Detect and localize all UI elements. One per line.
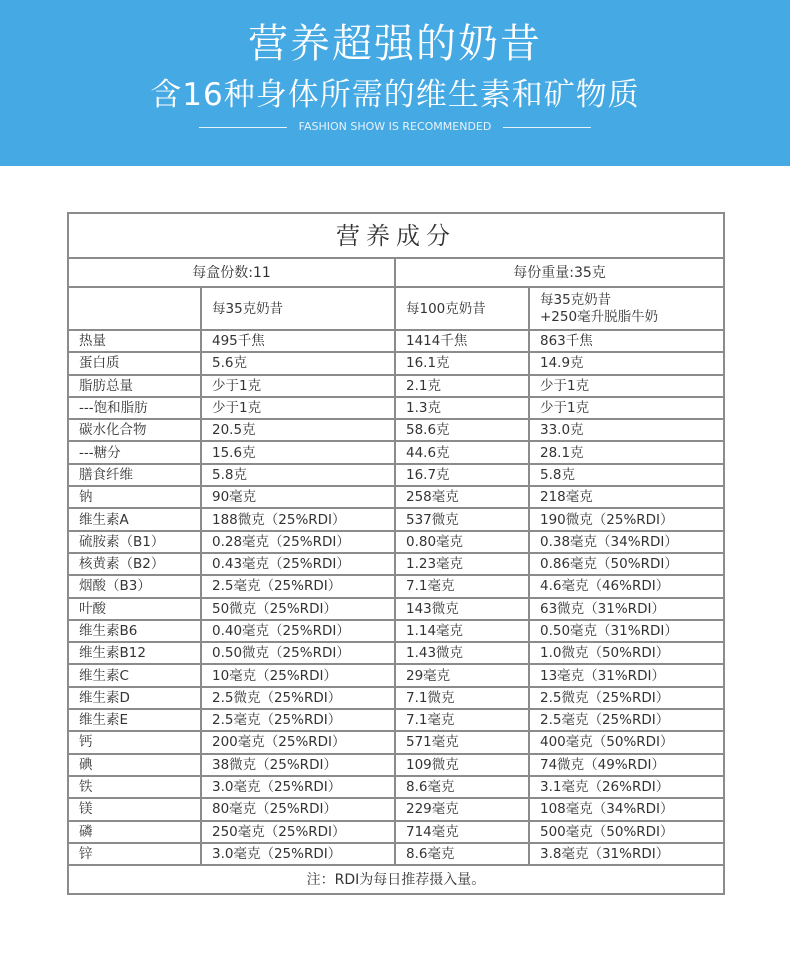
value-per-35g: 250毫克（25%RDI）: [201, 821, 395, 843]
value-per-35g: 188微克（25%RDI）: [201, 508, 395, 530]
value-per-100g: 714毫克: [395, 821, 529, 843]
nutrient-name: 钙: [68, 731, 201, 753]
value-with-milk: 0.86毫克（50%RDI）: [529, 553, 724, 575]
table-row: [68, 375, 724, 397]
value-with-milk: 74微克（49%RDI）: [529, 754, 724, 776]
banner-subtitle: 含16种身体所需的维生素和矿物质: [150, 77, 640, 113]
header-blank: [68, 287, 201, 330]
value-per-100g: 1414千焦: [395, 330, 529, 352]
value-per-100g: 44.6克: [395, 441, 529, 463]
banner-title: 营养超强的奶昔: [248, 21, 542, 67]
value-with-milk: 1.0微克（50%RDI）: [529, 642, 724, 664]
nutrient-name: ---糖分: [68, 441, 201, 463]
value-per-35g: 5.6克: [201, 352, 395, 374]
column-header-with-milk-line1: 每35克奶昔: [540, 291, 612, 308]
nutrient-name: 镁: [68, 798, 201, 820]
table-row: [68, 508, 724, 530]
nutrient-name: 核黄素（B2）: [68, 553, 201, 575]
value-per-35g: 495千焦: [201, 330, 395, 352]
table-row: [68, 352, 724, 374]
divider-line-left: [199, 127, 287, 128]
value-per-100g: 1.43微克: [395, 642, 529, 664]
value-with-milk: 108毫克（34%RDI）: [529, 798, 724, 820]
serving-weight: 每份重量:35克: [395, 258, 724, 287]
table-row: [68, 464, 724, 486]
value-per-100g: 1.3克: [395, 397, 529, 419]
value-with-milk: 500毫克（50%RDI）: [529, 821, 724, 843]
nutrition-table: [67, 212, 725, 895]
value-per-100g: 7.1微克: [395, 687, 529, 709]
nutrition-rows: [68, 330, 724, 865]
value-per-35g: 0.28毫克（25%RDI）: [201, 531, 395, 553]
value-per-35g: 2.5微克（25%RDI）: [201, 687, 395, 709]
value-per-35g: 少于1克: [201, 375, 395, 397]
value-per-100g: 109微克: [395, 754, 529, 776]
value-with-milk: 400毫克（50%RDI）: [529, 731, 724, 753]
table-row: [68, 821, 724, 843]
value-per-100g: 571毫克: [395, 731, 529, 753]
value-per-100g: 1.14毫克: [395, 620, 529, 642]
nutrient-name: 碘: [68, 754, 201, 776]
value-per-35g: 3.0毫克（25%RDI）: [201, 776, 395, 798]
table-row: [68, 843, 724, 865]
nutrient-name: 维生素E: [68, 709, 201, 731]
value-per-100g: 7.1毫克: [395, 575, 529, 597]
nutrient-name: 热量: [68, 330, 201, 352]
table-row: [68, 598, 724, 620]
table-row: [68, 642, 724, 664]
nutrient-name: 膳食纤维: [68, 464, 201, 486]
nutrient-name: 硫胺素（B1）: [68, 531, 201, 553]
value-per-35g: 80毫克（25%RDI）: [201, 798, 395, 820]
value-per-35g: 2.5毫克（25%RDI）: [201, 575, 395, 597]
value-with-milk: 33.0克: [529, 419, 724, 441]
nutrient-name: 钠: [68, 486, 201, 508]
value-with-milk: 2.5微克（25%RDI）: [529, 687, 724, 709]
header-banner: [0, 0, 790, 166]
column-header-per-100g: 每100克奶昔: [395, 287, 529, 330]
value-per-35g: 2.5毫克（25%RDI）: [201, 709, 395, 731]
value-per-35g: 50微克（25%RDI）: [201, 598, 395, 620]
nutrient-name: ---饱和脂肪: [68, 397, 201, 419]
table-row: [68, 687, 724, 709]
divider-line-right: [503, 127, 591, 128]
value-with-milk: 0.50毫克（31%RDI）: [529, 620, 724, 642]
value-per-100g: 229毫克: [395, 798, 529, 820]
table-row: [68, 798, 724, 820]
table-row: [68, 441, 724, 463]
table-row: [68, 553, 724, 575]
nutrient-name: 维生素A: [68, 508, 201, 530]
column-header-per-35g: 每35克奶昔: [201, 287, 395, 330]
value-per-35g: 10毫克（25%RDI）: [201, 664, 395, 686]
value-with-milk: 13毫克（31%RDI）: [529, 664, 724, 686]
value-with-milk: 3.1毫克（26%RDI）: [529, 776, 724, 798]
nutrient-name: 锌: [68, 843, 201, 865]
value-per-100g: 16.7克: [395, 464, 529, 486]
value-per-100g: 8.6毫克: [395, 843, 529, 865]
nutrient-name: 烟酸（B3）: [68, 575, 201, 597]
value-per-100g: 29毫克: [395, 664, 529, 686]
value-with-milk: 4.6毫克（46%RDI）: [529, 575, 724, 597]
nutrient-name: 铁: [68, 776, 201, 798]
value-with-milk: 218毫克: [529, 486, 724, 508]
value-with-milk: 28.1克: [529, 441, 724, 463]
nutrient-name: 碳水化合物: [68, 419, 201, 441]
value-per-35g: 200毫克（25%RDI）: [201, 731, 395, 753]
nutrient-name: 维生素B12: [68, 642, 201, 664]
value-per-35g: 20.5克: [201, 419, 395, 441]
table-row: [68, 575, 724, 597]
value-with-milk: 863千焦: [529, 330, 724, 352]
banner-tagline-row: [0, 118, 790, 136]
value-with-milk: 3.8毫克（31%RDI）: [529, 843, 724, 865]
value-with-milk: 5.8克: [529, 464, 724, 486]
nutrient-name: 维生素B6: [68, 620, 201, 642]
value-per-35g: 15.6克: [201, 441, 395, 463]
value-per-100g: 143微克: [395, 598, 529, 620]
value-per-100g: 258毫克: [395, 486, 529, 508]
value-per-35g: 0.43毫克（25%RDI）: [201, 553, 395, 575]
value-with-milk: 少于1克: [529, 375, 724, 397]
value-per-35g: 3.0毫克（25%RDI）: [201, 843, 395, 865]
value-per-100g: 0.80毫克: [395, 531, 529, 553]
value-per-100g: 2.1克: [395, 375, 529, 397]
value-with-milk: 0.38毫克（34%RDI）: [529, 531, 724, 553]
column-header-with-milk: [529, 287, 724, 330]
nutrient-name: 蛋白质: [68, 352, 201, 374]
value-per-35g: 少于1克: [201, 397, 395, 419]
value-per-100g: 16.1克: [395, 352, 529, 374]
value-per-35g: 0.40毫克（25%RDI）: [201, 620, 395, 642]
table-note: 注：RDI为每日推荐摄入量。: [68, 865, 724, 894]
table-row: [68, 664, 724, 686]
nutrient-name: 磷: [68, 821, 201, 843]
table-row: [68, 486, 724, 508]
value-per-35g: 5.8克: [201, 464, 395, 486]
table-row: [68, 620, 724, 642]
table-title: 营养成分: [68, 213, 724, 258]
value-per-35g: 0.50微克（25%RDI）: [201, 642, 395, 664]
table-row: [68, 709, 724, 731]
value-per-100g: 1.23毫克: [395, 553, 529, 575]
value-with-milk: 14.9克: [529, 352, 724, 374]
value-per-35g: 38微克（25%RDI）: [201, 754, 395, 776]
table-row: [68, 731, 724, 753]
table-row: [68, 397, 724, 419]
table-row: [68, 531, 724, 553]
column-header-with-milk-line2: +250毫升脱脂牛奶: [540, 308, 659, 325]
table-row: [68, 330, 724, 352]
table-row: [68, 419, 724, 441]
banner-tagline: FASHION SHOW IS RECOMMENDED: [298, 120, 492, 133]
servings-per-box: 每盒份数:11: [68, 258, 395, 287]
table-row: [68, 776, 724, 798]
value-with-milk: 少于1克: [529, 397, 724, 419]
nutrient-name: 脂肪总量: [68, 375, 201, 397]
value-per-100g: 537微克: [395, 508, 529, 530]
value-with-milk: 2.5毫克（25%RDI）: [529, 709, 724, 731]
nutrient-name: 维生素C: [68, 664, 201, 686]
value-per-100g: 7.1毫克: [395, 709, 529, 731]
nutrient-name: 维生素D: [68, 687, 201, 709]
value-per-100g: 8.6毫克: [395, 776, 529, 798]
nutrient-name: 叶酸: [68, 598, 201, 620]
table-row: [68, 754, 724, 776]
value-with-milk: 190微克（25%RDI）: [529, 508, 724, 530]
value-per-100g: 58.6克: [395, 419, 529, 441]
value-with-milk: 63微克（31%RDI）: [529, 598, 724, 620]
value-per-35g: 90毫克: [201, 486, 395, 508]
